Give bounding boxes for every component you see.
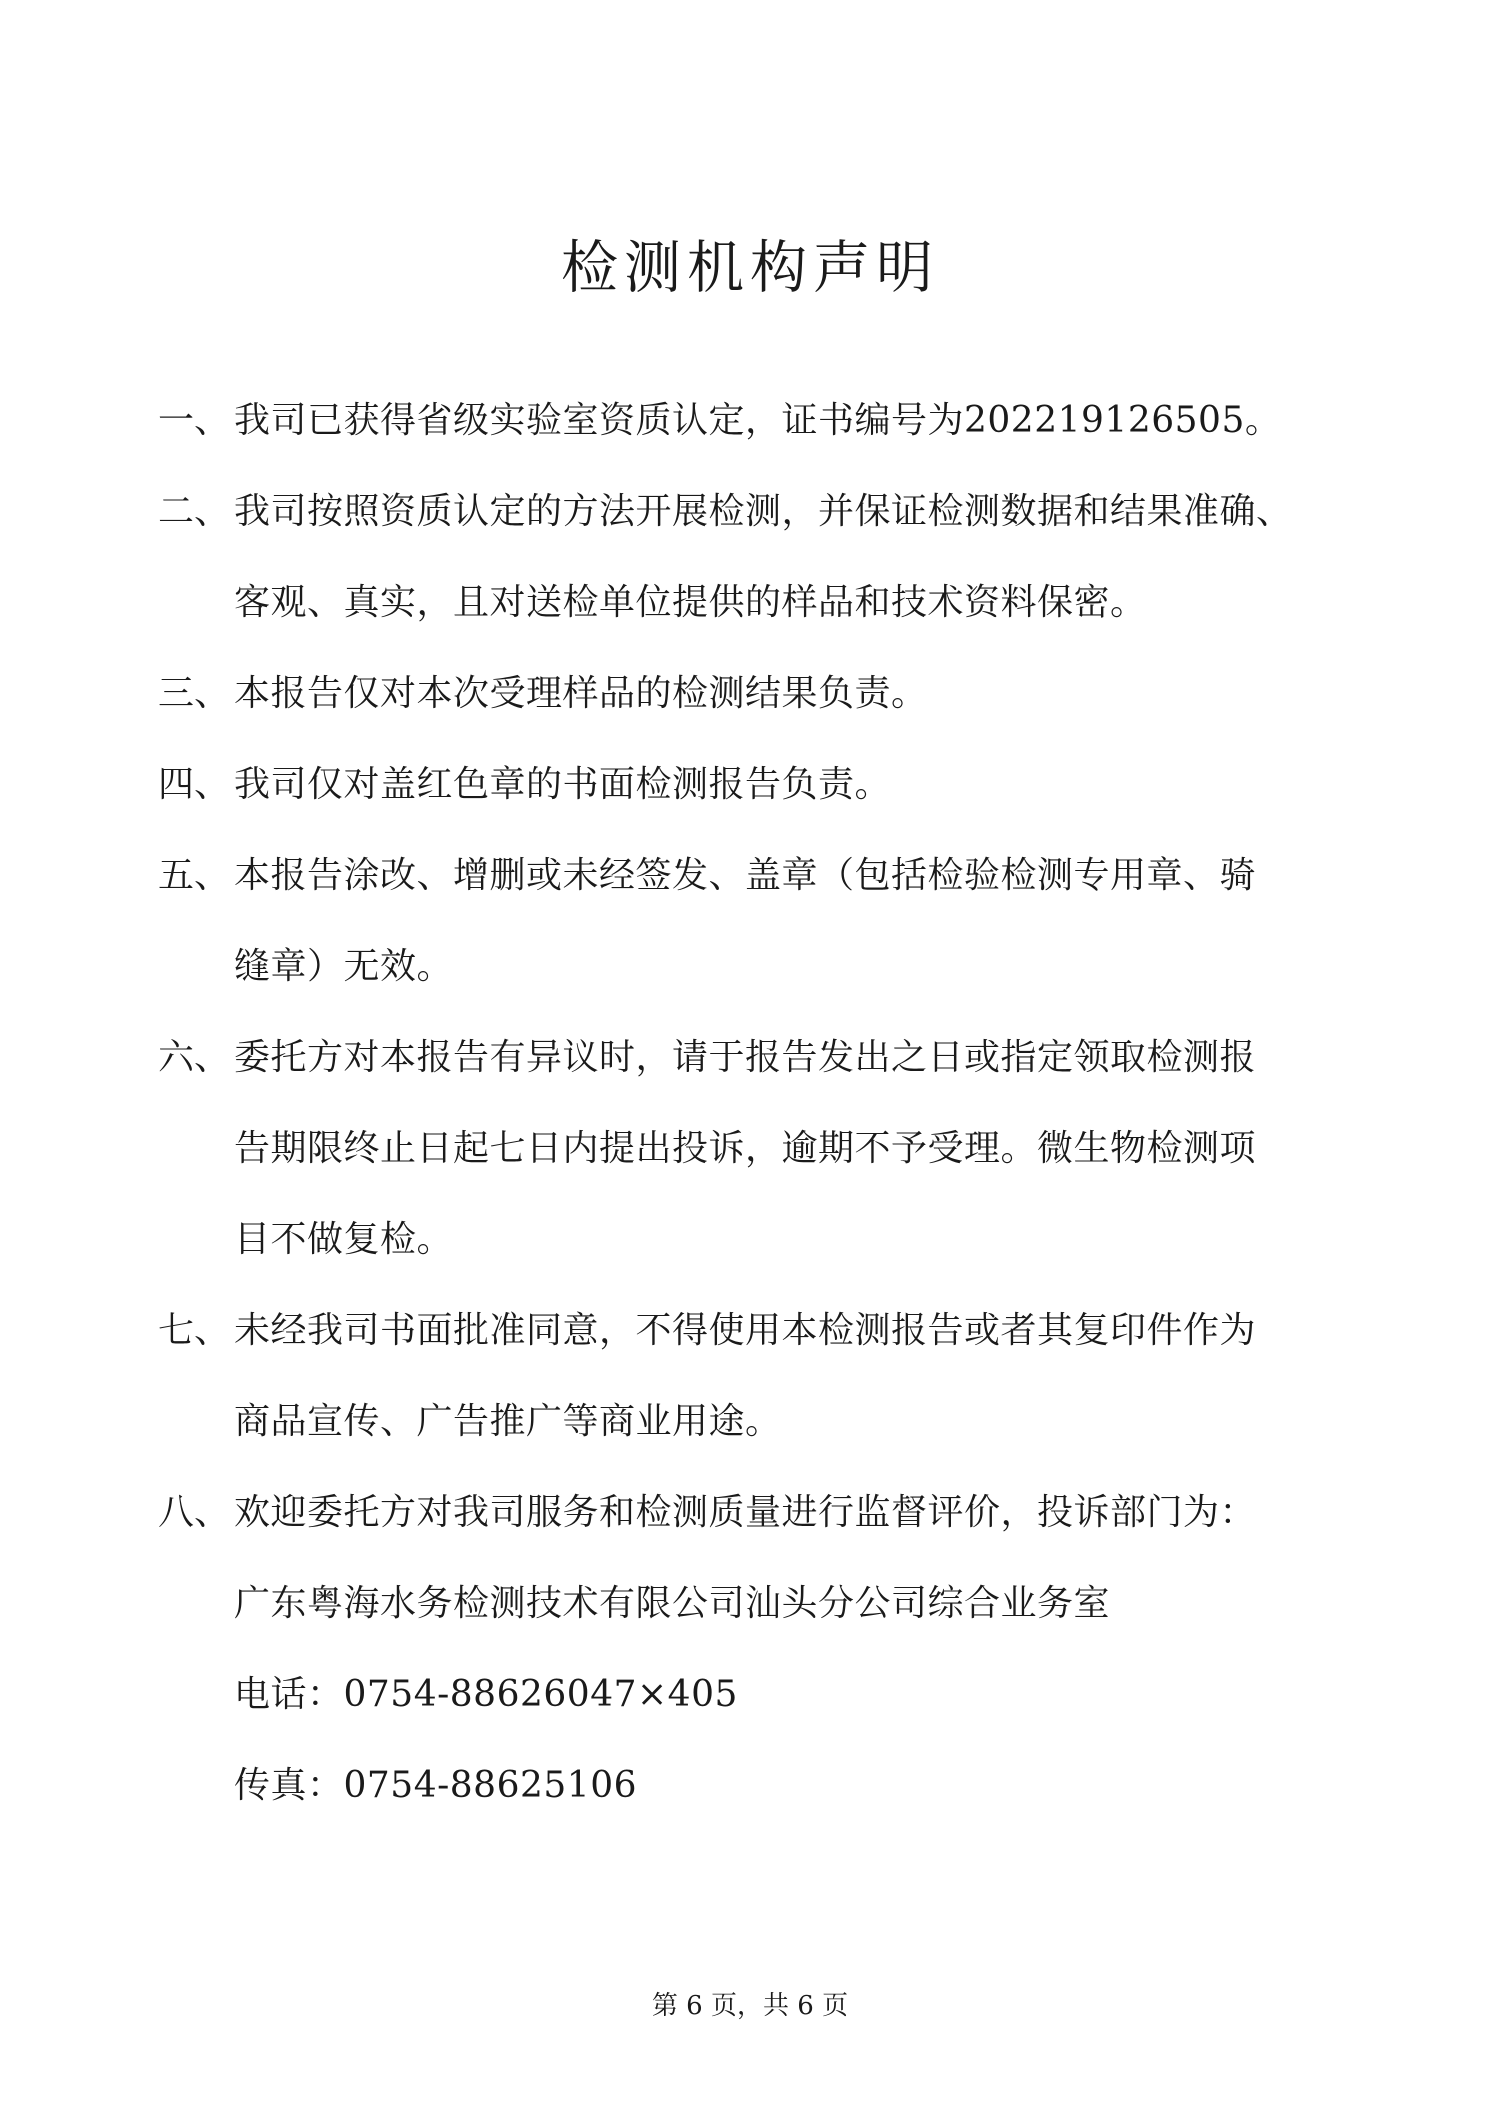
clause-body (234, 1467, 1348, 1831)
clause-body (234, 375, 1348, 466)
clause-line: 目不做复检。 (234, 1219, 454, 1260)
clause-number: 二、 (158, 491, 231, 532)
clause-list (158, 375, 1348, 1831)
clause-number: 六、 (158, 1037, 231, 1078)
clause-line: 欢迎委托方对我司服务和检测质量进行监督评价，投诉部门为： (234, 1492, 1257, 1533)
phone-number: 电话：0754-88626047×405 (234, 1674, 738, 1715)
clause-line: 委托方对本报告有异议时，请于报告发出之日或指定领取检测报 (234, 1037, 1257, 1078)
clause-5 (158, 830, 1348, 1012)
clause-number: 四、 (158, 764, 231, 805)
clause-line: 我司按照资质认定的方法开展检测，并保证检测数据和结果准确、 (234, 491, 1293, 532)
clause-line: 本报告涂改、增删或未经签发、盖章（包括检验检测专用章、骑 (234, 855, 1257, 896)
clause-number: 七、 (158, 1310, 231, 1351)
clause-number: 三、 (158, 673, 231, 714)
clause-number: 一、 (158, 400, 231, 441)
clause-2 (158, 466, 1348, 648)
clause-body (234, 1012, 1348, 1285)
clause-7 (158, 1285, 1348, 1467)
clause-body (234, 1285, 1348, 1467)
clause-line: 我司仅对盖红色章的书面检测报告负责。 (234, 764, 892, 805)
clause-8 (158, 1467, 1348, 1831)
clause-number: 五、 (158, 855, 231, 896)
clause-body (234, 466, 1348, 648)
clause-number: 八、 (158, 1492, 231, 1533)
clause-body (234, 830, 1348, 1012)
clause-body (234, 648, 1348, 739)
clause-3 (158, 648, 1348, 739)
clause-4 (158, 739, 1348, 830)
complaint-department: 广东粤海水务检测技术有限公司汕头分公司综合业务室 (234, 1583, 1111, 1624)
clause-line: 客观、真实，且对送检单位提供的样品和技术资料保密。 (234, 582, 1147, 623)
clause-1 (158, 375, 1348, 466)
clause-line: 商品宣传、广告推广等商业用途。 (234, 1401, 782, 1442)
clause-6 (158, 1012, 1348, 1285)
clause-line: 本报告仅对本次受理样品的检测结果负责。 (234, 673, 928, 714)
page-number-footer: 第 6 页，共 6 页 (651, 1991, 849, 2021)
clause-body (234, 739, 1348, 830)
document-title: 检测机构声明 (561, 235, 939, 301)
clause-line: 告期限终止日起七日内提出投诉，逾期不予受理。微生物检测项 (234, 1128, 1257, 1169)
clause-line: 未经我司书面批准同意，不得使用本检测报告或者其复印件作为 (234, 1310, 1257, 1351)
fax-number: 传真：0754-88625106 (234, 1765, 638, 1806)
clause-line: 缝章）无效。 (234, 946, 454, 987)
clause-line: 我司已获得省级实验室资质认定，证书编号为202219126505。 (234, 400, 1282, 441)
